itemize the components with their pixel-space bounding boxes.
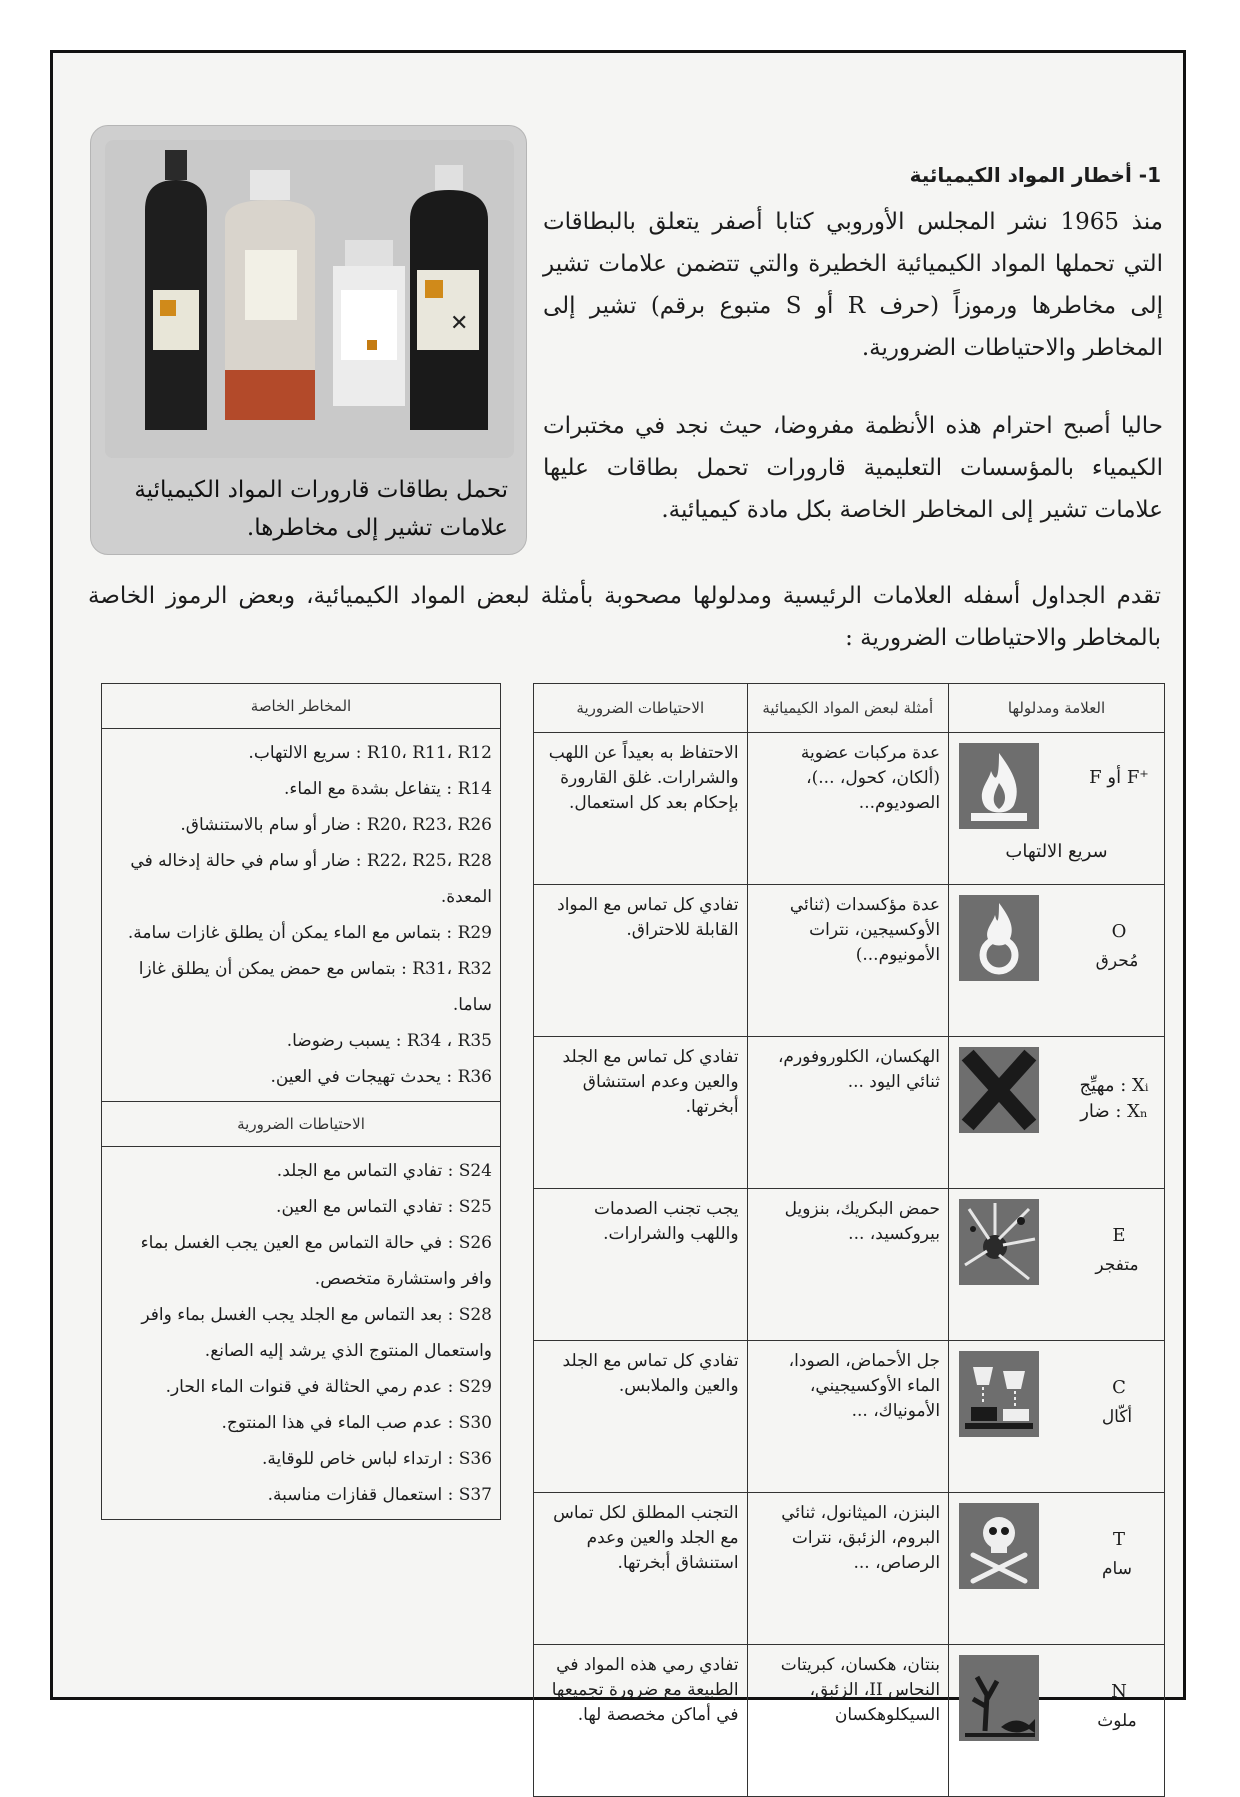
precautions-cell: يجب تجنب الصدمات واللهب والشرارات. [534,1189,748,1341]
risk-phrase: R10، R11، R12 : سريع الالتهاب. [248,743,492,763]
sign-code: E [1112,1225,1126,1246]
risk-phrase: R31، R32 : بتماس مع حمض يمكن أن يطلق غازا ساما. [138,959,492,1015]
photo-caption: تحمل بطاقات قارورات المواد الكيميائية علامات تشير إلى مخاطرها. [134,477,508,541]
dead-tree-fish-icon [959,1655,1039,1741]
paragraph-history: منذ 1965 نشر المجلس الأوروبي كتابا أصفر يتعلق بالبطاقات التي تحملها المواد الكيميائية الخطيرة والتي تتضمن علامات تشير إلى مخاطرها ورموزاً (حرف R أو S متبوع برقم) تشير إلى المخاطر والاحتياطات الضرورية. [543,209,1163,361]
safety-phrase: S37 : استعمال قفازات مناسبة. [267,1485,492,1505]
sign-label: مُحرق [1095,951,1139,971]
explosion-icon [959,1199,1039,1285]
sign-label: ملوث [1097,1711,1137,1731]
skull-crossbones-icon [959,1503,1039,1589]
flame-icon [959,743,1039,829]
examples-cell: الهكسان، الكلوروفورم، ثنائي اليود ... [747,1037,948,1189]
sign-label: أكّال [1101,1407,1133,1427]
risk-phrase: R29 : بتماس مع الماء يمكن أن يطلق غازات سامة. [127,923,492,943]
safety-phrase: S28 : بعد التماس مع الجلد يجب الغسل بماء وافر واستعمال المنتوج الذي يرشد إليه الصانع. [141,1305,492,1361]
photo-figure [90,125,527,555]
table-row [534,1493,1165,1645]
sign-code: O [1111,921,1127,942]
examples-cell: حمض البكريك، بنزويل بيروكسيد، ... [747,1189,948,1341]
risk-phrase: R14 : يتفاعل بشدة مع الماء. [283,779,492,799]
safety-phrase: S29 : عدم رمي الحثالة في قنوات الماء الحار. [165,1377,492,1397]
safety-phrase: S25 : تفادي التماس مع العين. [276,1197,492,1217]
sign-code: N [1111,1681,1127,1702]
sign-label: سريع الالتهاب [1005,841,1108,862]
risk-phrase: R34 ، R35 : يسبب رضوضا. [286,1031,492,1051]
precautions-cell: الاحتفاظ به بعيداً عن اللهب والشرارات. غلق القارورة بإحكام بعد كل استعمال. [534,733,748,885]
precautions-cell: تفادي كل تماس مع الجلد والعين وعدم استنشاق أبخرتها. [534,1037,748,1189]
table-row [534,885,1165,1037]
hazard-signs-table [533,683,1165,1797]
table-row [534,1189,1165,1341]
precautions-cell: التجنب المطلق لكل تماس مع الجلد والعين وعدم استنشاق أبخرتها. [534,1493,748,1645]
header-safety-precautions: الاحتياطات الضرورية [102,1102,501,1147]
sign-code: C [1112,1377,1126,1398]
svg-text:✕: ✕ [450,311,469,336]
paragraph-current: حاليا أصبح احترام هذه الأنظمة مفروضا، حيث نجد في مختبرات الكيمياء بالمؤسسات التعليمية قارورات تحمل بطاقات عليها علامات تشير إلى المخاطر الخاصة بكل مادة كيميائية. [543,413,1163,523]
sign-code: T [1112,1529,1125,1550]
sign-code: Xᵢ : مهيِّج Xₙ : ضار [1079,1075,1149,1122]
risk-phrase: R36 : يحدث تهيجات في العين. [270,1067,492,1087]
header-examples: أمثلة لبعض المواد الكيميائية [747,684,948,733]
page-frame [50,50,1186,1731]
header-precautions: الاحتياطات الضرورية [534,684,748,733]
sign-label: سام [1102,1559,1132,1579]
safety-phrase: S36 : ارتداء لباس خاص للوقاية. [262,1449,492,1469]
precautions-cell: تفادي كل تماس مع المواد القابلة للاحتراق. [534,885,748,1037]
corrosion-icon [959,1351,1039,1437]
header-sign: العلامة ومدلولها [949,684,1165,733]
examples-cell: عدة مركبات عضوية (ألكان، كحول، ...)، الصوديوم... [747,733,948,885]
sign-code: F أو F⁺ [1089,767,1149,788]
examples-cell: البنزن، الميثانول، ثنائي البروم، الزئبق، نترات الرصاص، ... [747,1493,948,1645]
bottles-photo [105,140,514,458]
section-heading: 1- أخطار المواد الكيميائية [909,163,1161,187]
safety-phrase: S24 : تفادي التماس مع الجلد. [276,1161,492,1181]
safety-phrase: S26 : في حالة التماس مع العين يجب الغسل بماء وافر واستشارة متخصص. [140,1233,492,1289]
table-row [534,1645,1165,1797]
paragraph-intro: تقدم الجداول أسفله العلامات الرئيسية ومدلولها مصحوبة بأمثلة لبعض المواد الكيميائية، وبعض الرموز الخاصة بالمخاطر والاحتياطات الضرورية : [88,583,1161,651]
risk-phrases-list [102,729,501,1102]
table-row [534,1037,1165,1189]
risk-phrase: R20، R23، R26 : ضار أو سام بالاستنشاق. [180,815,492,835]
risk-phrase: R22، R25، R28 : ضار أو سام في حالة إدخاله في المعدة. [130,851,492,907]
flame-over-circle-icon [959,895,1039,981]
examples-cell: جل الأحماض، الصودا، الماء الأوكسيجيني، الأمونياك، ... [747,1341,948,1493]
examples-cell: بنتان، هكسان، كبريتات النحاس II، الزئبق، السيكلوهكسان [747,1645,948,1797]
safety-phrases-list [102,1147,501,1520]
precautions-cell: تفادي كل تماس مع الجلد والعين والملابس. [534,1341,748,1493]
x-cross-icon [959,1047,1039,1133]
table-row [534,733,1165,885]
header-specific-risks: المخاطر الخاصة [102,684,501,729]
sign-label: متفجر [1095,1255,1139,1275]
precautions-cell: تفادي رمي هذه المواد في الطبيعة مع ضرورة تجميعها في أماكن مخصصة لها. [534,1645,748,1797]
table-row [534,1341,1165,1493]
examples-cell: عدة مؤكسدات (ثنائي الأوكسيجين، نترات الأمونيوم...) [747,885,948,1037]
safety-phrase: S30 : عدم صب الماء في هذا المنتوج. [221,1413,492,1433]
risk-safety-table [101,683,501,1520]
